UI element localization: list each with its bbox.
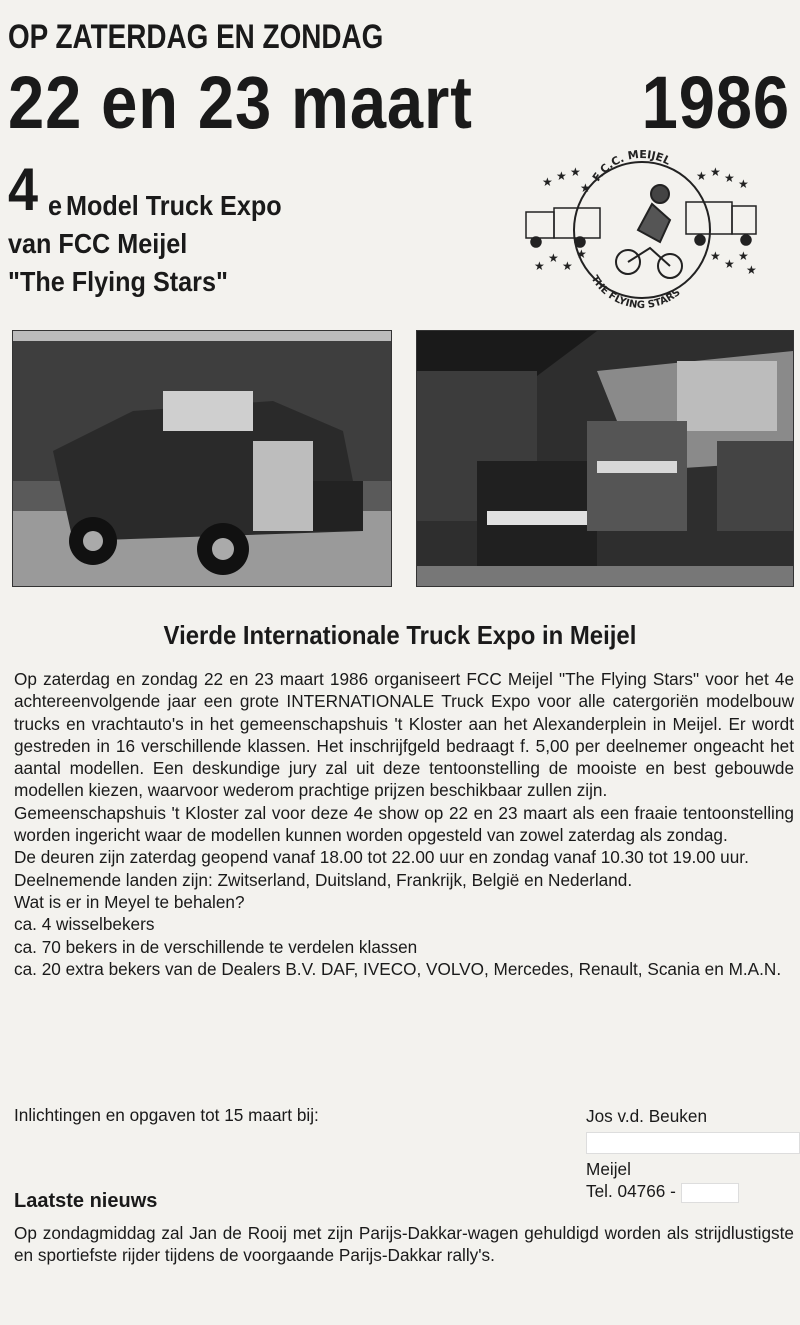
svg-text:★: ★: [710, 165, 721, 179]
list-item: ca. 4 wisselbekers: [14, 914, 155, 935]
svg-text:★: ★: [738, 177, 749, 191]
article-paragraph: Op zaterdag en zondag 22 en 23 maart 1986 organiseert FCC Meijel "The Flying Stars" voor het 4e achtereenvolgende jaar een grote INTERNATIONALE Truck Expo voor alle catergoriën modelbouw trucks en vrachtauto's in het gemeenschapshuis 't Kloster aan het Alexanderplein in Meijel. Er wordt gestreden in 16 verschillende klassen. Het inschrijfgeld bedraagt f. 5,00 per deelnemer ongeacht het aantal modellen. Een deskundige jury zal uit deze tentoonstelling de mooiste en best gebouwde modellen kiezen, waarvoor wederom prachtige prijzen beschikbaar zullen zijn.: [14, 669, 794, 801]
list-item: ca. 70 bekers in de verschillende te verdelen klassen: [14, 936, 418, 957]
svg-text:★: ★: [562, 259, 573, 273]
svg-text:★: ★: [696, 169, 707, 183]
svg-text:★: ★: [548, 251, 559, 265]
article-body: [14, 668, 794, 980]
svg-text:★: ★: [570, 165, 581, 179]
contact-name: Jos v.d. Beuken: [586, 1106, 708, 1126]
news-heading: Laatste nieuws: [14, 1190, 158, 1212]
article-paragraph: Gemeenschapshuis 't Kloster zal voor deze 4e show op 22 en 23 maart als een fraaie tentoonstelling worden ingericht waar de modellen kunnen worden opgesteld van zowel zaterdag als zondag.: [14, 802, 794, 846]
svg-text:★: ★: [580, 181, 591, 195]
list-item: ca. 20 extra bekers van de Dealers B.V. DAF, IVECO, VOLVO, Mercedes, Renault, Scania en M.A.N.: [14, 958, 782, 979]
news-paragraph: Op zondagmiddag zal Jan de Rooij met zijn Parijs-Dakkar-wagen gehuldigd worden als strijdlustigste en sportiefste rijder tijdens de voorgaande Parijs-Dakkar rally's.: [14, 1223, 794, 1266]
article-paragraph: De deuren zijn zaterdag geopend vanaf 18.00 tot 22.00 uur en zondag vanaf 10.30 tot 19.00 uur.: [14, 847, 749, 868]
redacted-address: [586, 1132, 800, 1154]
svg-text:★: ★: [576, 247, 587, 261]
truck-photo: [12, 330, 392, 587]
header-date-text: 22 en 23 maart: [8, 61, 473, 144]
title-line-1: Model Truck Expo: [66, 190, 282, 221]
info-label: Inlichtingen en opgaven tot 15 maart bij:: [14, 1105, 319, 1125]
logo-top-text: F.C.C. MEIJEL: [589, 150, 673, 184]
svg-text:★: ★: [724, 171, 735, 185]
truck-photo-icon: [13, 331, 391, 586]
svg-text:★: ★: [542, 175, 553, 189]
header-year: 1986: [641, 61, 790, 144]
article-heading: Vierde Internationale Truck Expo in Meijel: [163, 620, 637, 650]
title-line-3: "The Flying Stars": [8, 266, 228, 297]
news-body: [14, 1222, 794, 1267]
header-date: [8, 61, 790, 144]
model-trucks-photo-icon: [417, 331, 793, 586]
svg-text:★: ★: [556, 169, 567, 183]
edition-suffix: e: [48, 190, 63, 221]
contact-city: Meijel: [586, 1159, 631, 1180]
header-line-1: OP ZATERDAG EN ZONDAG: [8, 18, 384, 56]
svg-text:★: ★: [724, 257, 735, 271]
model-trucks-photo: [416, 330, 794, 587]
contact-tel: Tel. 04766 -: [586, 1181, 676, 1202]
edition-number: 4: [8, 156, 39, 223]
svg-text:★: ★: [710, 249, 721, 263]
title-line-2: van FCC Meijel: [8, 228, 188, 259]
contact-block: [586, 1105, 800, 1203]
article-paragraph: Deelnemende landen zijn: Zwitserland, Duitsland, Frankrijk, België en Nederland.: [14, 869, 633, 890]
logo-bottom-text: THE FLYING STARS: [588, 273, 683, 310]
article-paragraph: Wat is er in Meyel te behalen?: [14, 891, 245, 912]
svg-text:★: ★: [534, 259, 545, 273]
club-logo-icon: [520, 150, 760, 310]
redacted-phone: [681, 1183, 739, 1203]
svg-text:★: ★: [738, 249, 749, 263]
svg-text:★: ★: [746, 263, 757, 277]
